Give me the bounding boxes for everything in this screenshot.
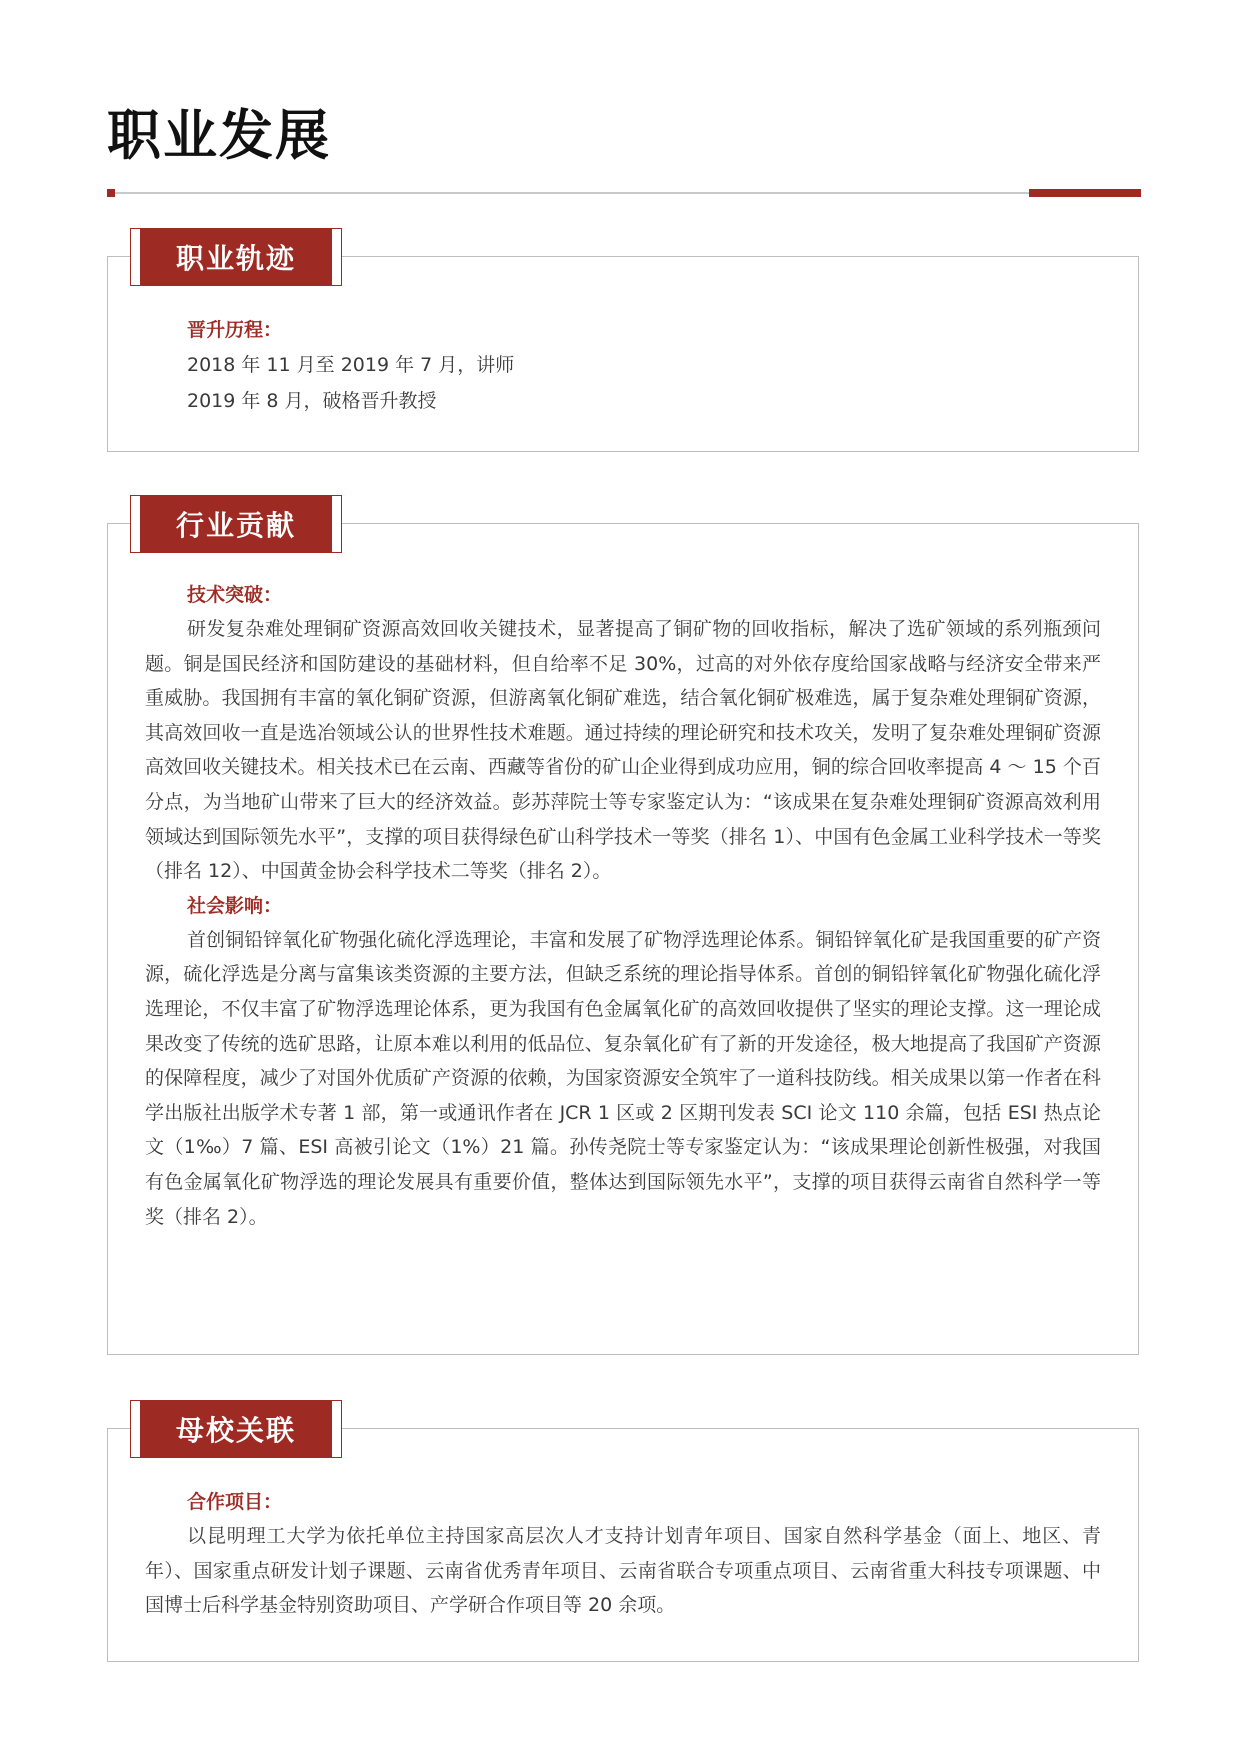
social-impact-paragraph: 首创铜铅锌氧化矿物强化硫化浮选理论，丰富和发展了矿物浮选理论体系。铜铅锌氧化矿是我国重要的矿产资源，硫化浮选是分离与富集该类资源的主要方法，但缺乏系统的理论指导体系。首创的铜铅锌氧化矿物强化硫化浮选理论，不仅丰富了矿物浮选理论体系，更为我国有色金属氧化矿的高效回收提供了坚实的理论支撑。这一理论成果改变了传统的选矿思路，让原本难以利用的低品位、复杂氧化矿有了新的开发途径，极大地提高了我国矿产资源的保障程度，减少了对国外优质矿产资源的依赖，为国家资源安全筑牢了一道科技防线。相关成果以第一作者在科学出版社出版学术专著 1 部，第一或通讯作者在 JCR 1 区或 2 区期刊发表 SCI 论文 110 余篇，包括 ESI 热点论文（1‰）7 篇、ESI 高被引论文（1%）21 篇。孙传尧院士等专家鉴定认为：“该成果理论创新性极强，对我国有色金属氧化矿物浮选的理论发展具有重要价值，整体达到国际领先水平”，支撑的项目获得云南省自然科学一等奖（排名 2）。 [145, 928, 1101, 1228]
sub-heading-tech-breakthrough: 技术突破： [187, 584, 283, 606]
section-tag [130, 1400, 342, 1458]
section-tag-label: 职业轨迹 [140, 229, 332, 285]
divider-line [107, 192, 1141, 194]
page-title: 职业发展 [107, 104, 331, 167]
tech-breakthrough-paragraph: 研发复杂难处理铜矿资源高效回收关键技术，显著提高了铜矿物的回收指标，解决了选矿领域的系列瓶颈问题。铜是国民经济和国防建设的基础材料，但自给率不足 30%，过高的对外依存度给国家战略与经济安全带来严重威胁。我国拥有丰富的氧化铜矿资源，但游离氧化铜矿难选，结合氧化铜矿极难选，属于复杂难处理铜矿资源，其高效回收一直是选冶领域公认的世界性技术难题。通过持续的理论研究和技术攻关，发明了复杂难处理铜矿资源高效回收关键技术。相关技术已在云南、西藏等省份的矿山企业得到成功应用，铜的综合回收率提高 4 ～ 15 个百分点，为当地矿山带来了巨大的经济效益。彭苏萍院士等专家鉴定认为：“该成果在复杂难处理铜矿资源高效利用领域达到国际领先水平”，支撑的项目获得绿色矿山科学技术一等奖（排名 1）、中国有色金属工业科学技术一等奖（排名 12）、中国黄金协会科学技术二等奖（排名 2）。 [145, 618, 1101, 883]
section-tag [130, 228, 342, 286]
section-career-track [107, 242, 1139, 452]
divider-right-accent [1029, 189, 1141, 197]
section-alma-mater [107, 1414, 1139, 1662]
sub-heading-social-impact: 社会影响： [187, 894, 283, 917]
promotion-entry: 2019 年 8 月，破格晋升教授 [187, 390, 437, 412]
title-divider [107, 189, 1141, 197]
section-tag [130, 495, 342, 553]
section-industry-contribution [107, 509, 1139, 1355]
cooperation-paragraph: 以昆明理工大学为依托单位主持国家高层次人才支持计划青年项目、国家自然科学基金（面上、地区、青年）、国家重点研发计划子课题、云南省优秀青年项目、云南省联合专项重点项目、云南省重大科技专项课题、中国博士后科学基金特别资助项目、产学研合作项目等 20 余项。 [145, 1525, 1101, 1617]
section-tag-label: 行业贡献 [140, 496, 332, 552]
sub-heading-promotion: 晋升历程： [187, 319, 283, 341]
sub-heading-cooperation: 合作项目： [187, 1491, 283, 1513]
section-tag-label: 母校关联 [140, 1401, 332, 1457]
promotion-entry: 2018 年 11 月至 2019 年 7 月，讲师 [187, 354, 515, 376]
divider-left-marker [107, 189, 115, 197]
